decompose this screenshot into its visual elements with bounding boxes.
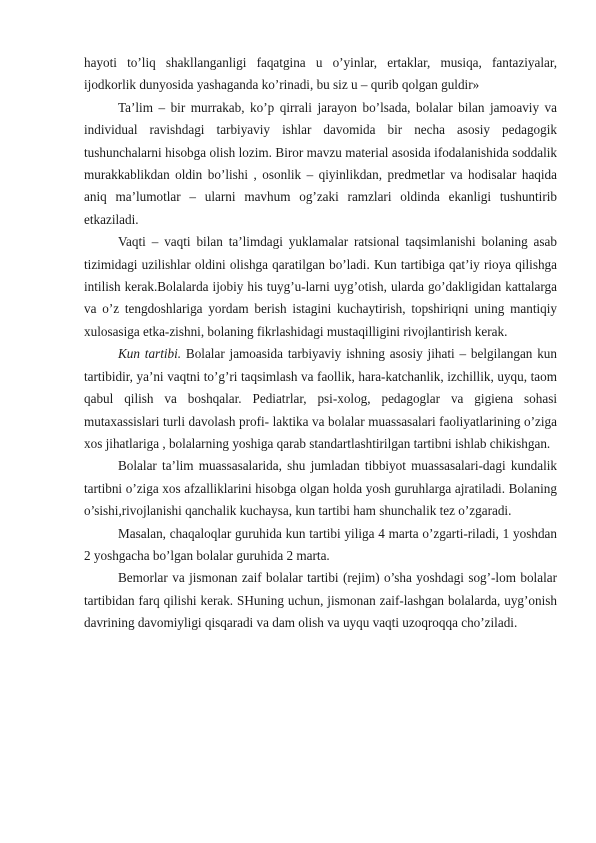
- paragraph-5: [84, 455, 557, 522]
- paragraph-6: [84, 523, 557, 568]
- document-page: [84, 52, 557, 635]
- paragraph-1: [84, 52, 557, 97]
- paragraph-6-text: Masalan, chaqaloqlar guruhida kun tartibi yiliga 4 marta o’zgarti-riladi, 1 yoshdan 2 yoshgacha bo’lgan bolalar guruhida 2 marta.: [84, 525, 557, 563]
- paragraph-7: [84, 567, 557, 634]
- paragraph-4-lead-term: Kun tartibi.: [118, 346, 182, 362]
- paragraph-3: [84, 231, 557, 343]
- paragraph-7-text: Bemorlar va jismonan zaif bolalar tartibi (rejim) o’sha yoshdagi sog’-lom bolalar tartibidan farq qilishi kerak. SHuning uchun, jismonan zaif-lashgan bolalarda, uyg’onish davrining davomiyligi qisqaradi va dam olish va uyqu vaqti uzoqroqqa cho’ziladi.: [84, 570, 557, 631]
- paragraph-1-text: hayoti to’liq shakllanganligi faqatgina u o’yinlar, ertaklar, musiqa, fantaziyalar, ijodkorlik dunyosida yashaganda ko’rinadi, bu siz u – qurib qolgan guldir»: [84, 55, 557, 93]
- paragraph-2: [84, 97, 557, 231]
- paragraph-2-text: Ta’lim – bir murrakab, ko’p qirrali jarayon bo’lsada, bolalar bilan jamoaviy va individual ravishdagi tarbiyaviy ishlar davomida bir necha asosiy pedagogik tushunchalarni hisobga olish lozim. Biror mavzu material asosida ifodalanishida soddalik murakkablikdan oldin bo’lishi , osonlik – qiyinlikdan, predmetlar va hodisalar haqida aniq ma’lumotlar – ularni mavhum og’zaki ramzlari oldinda ekanligi tushuntirib etkaziladi.: [84, 99, 557, 227]
- paragraph-4: [84, 343, 557, 455]
- paragraph-3-text: Vaqti – vaqti bilan ta’limdagi yuklamalar ratsional taqsimlanishi bolaning asab tizimidagi uzilishlar oldini olishga qaratilgan bo’ladi. Kun tartibiga qat’iy rioya qilishga intilish kerak.Bolalarda ijobiy his tuyg’u-larni uyg’otish, ularda go’dakligidan kattalarga va o’z tengdoshlariga yordam berish istagini kuchaytirish, topshiriqni uning mantiqiy xulosasiga etka-zishni, bolaning fikrlashidagi mustaqilligini rivojlantirish kerak.: [84, 234, 557, 339]
- paragraph-5-text: Bolalar ta’lim muassasalarida, shu jumladan tibbiyot muassasalari-dagi kundalik tartibni o’ziga xos afzalliklarini hisobga olgan holda yosh guruhlarga ajratiladi. Bolaning o’sishi,rivojlanishi qanchalik kuchaysa, kun tartibi ham shunchalik tez o’zgaradi.: [84, 458, 557, 519]
- paragraph-4-text: Bolalar jamoasida tarbiyaviy ishning asosiy jihati – belgilangan kun tartibidir, ya’ni vaqtni to’g’ri taqsimlash va faollik, hara-katchanlik, izchillik, uyqu, taom qabul qilish va boshqalar. Pediatrlar, psi-xolog, pedagoglar va gigiena sohasi mutaxassislari turli davolash profi- laktika va bolalar muassasalari faoliyatlarining o’ziga xos jihatlariga , bolalarning yoshiga qarab standartlashtirilgan tartibni ishlab chikishgan.: [84, 346, 557, 451]
